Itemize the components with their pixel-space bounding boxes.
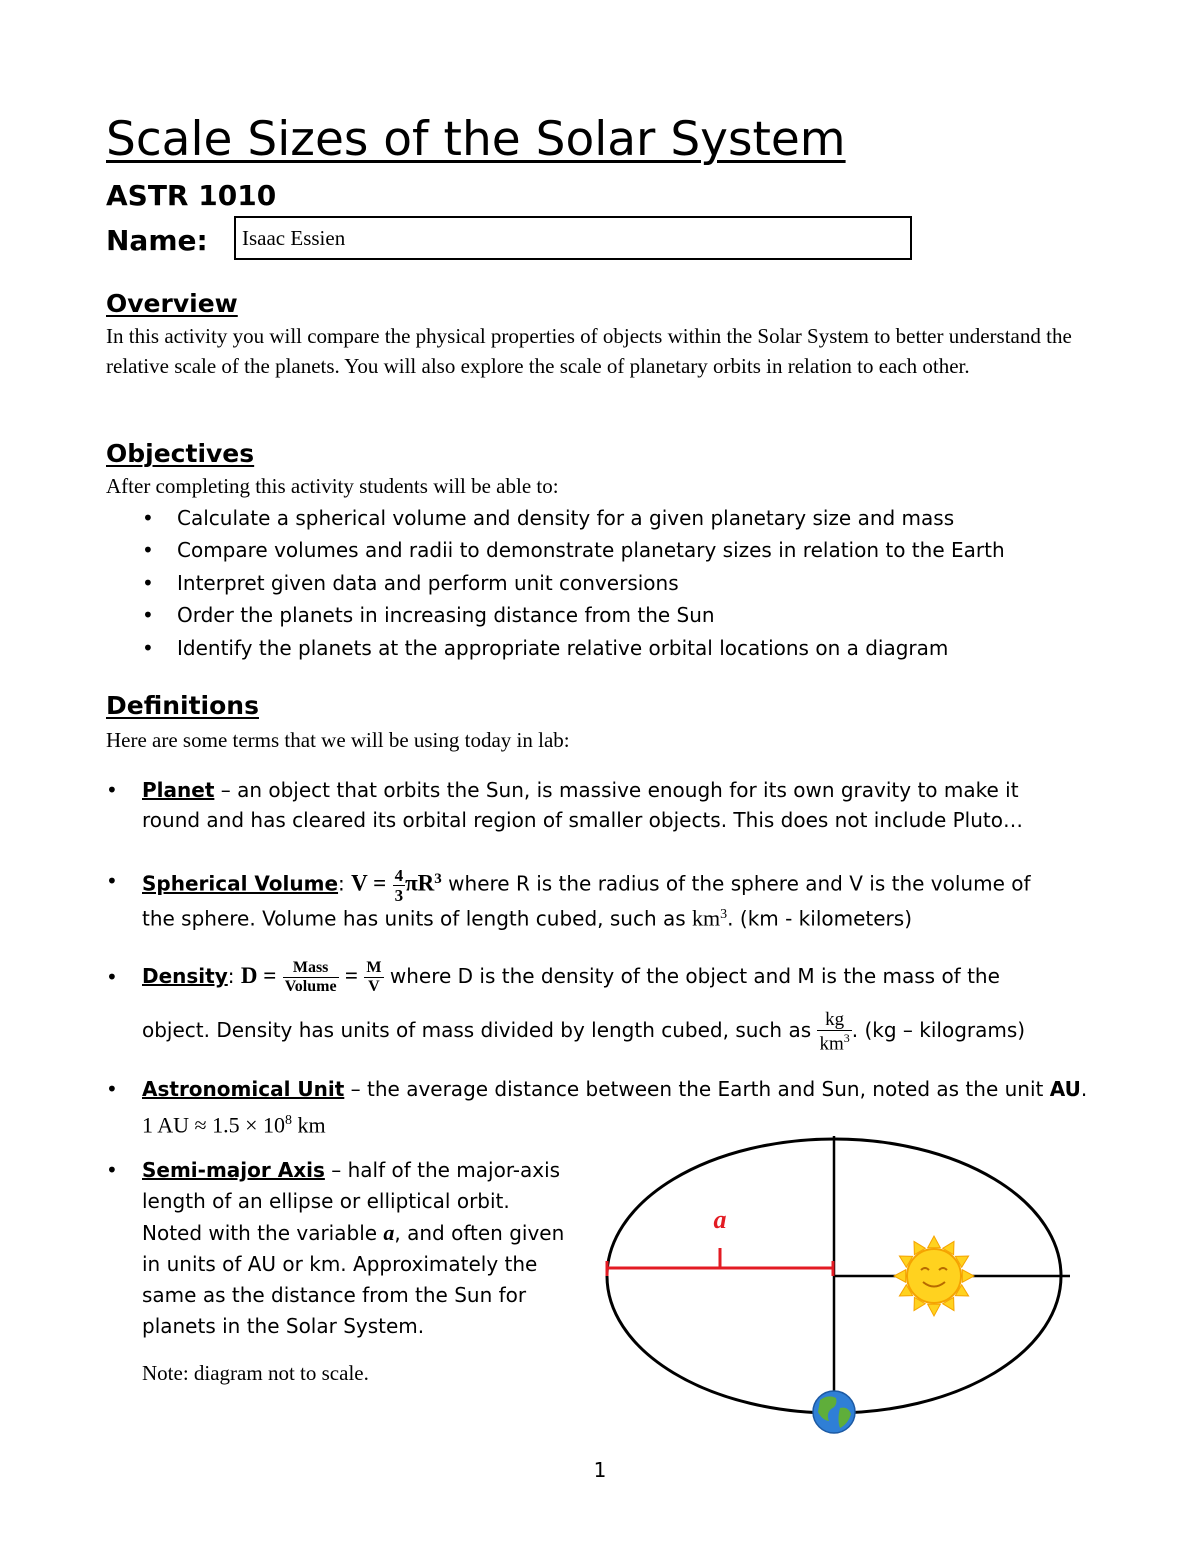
definitions-heading: Definitions (106, 691, 259, 720)
objectives-intro: After completing this activity students will be able to: (106, 474, 559, 498)
density-unit-fraction: $\frac{kg}{km^3}$ (819, 1008, 850, 1055)
bullet: • (142, 570, 154, 595)
definition-planet: • Planet – an object that orbits the Sun, is massive enough for its own gravity to make it round and has cleared its orbital region of smaller objects. This does not include Pluto… (106, 775, 1096, 837)
term-au: Astronomical Unit (142, 1077, 345, 1101)
list-item: • Identify the planets at the appropriate relative orbital locations on a diagram (106, 632, 1096, 664)
objectives-heading: Objectives (106, 439, 255, 468)
definitions-intro: Here are some terms that we will be using today in lab: (106, 728, 570, 752)
list-item: • Compare volumes and radii to demonstrate planetary sizes in relation to the Earth (106, 534, 1096, 566)
semimajor-label: a (713, 1205, 727, 1234)
bullet: • (106, 1158, 118, 1182)
density-fraction-mass-volume: $\frac{\text{Mass}}{\text{Volume}}$ (284, 959, 337, 995)
sun-ray (928, 1304, 941, 1316)
list-item: • Interpret given data and perform unit conversions (106, 567, 1096, 599)
name-value: Isaac Essien (242, 226, 346, 250)
au-approximation: 1 AU ≈ $1.5 \times 10^8$ km (142, 1112, 326, 1138)
page-title: Scale Sizes of the Solar System (106, 112, 846, 167)
page-number: 1 (593, 1458, 607, 1482)
sun-ray (894, 1270, 906, 1283)
term-volume: Spherical Volume (142, 871, 339, 896)
overview-heading: Overview (106, 289, 238, 318)
definition-volume: • Spherical Volume: V = $\frac{4}{3}$ $\pi R^3$ where R is the radius of the sphere and V is the volume of the sphere. Volume has units of length cubed, such as $km^3$. (km - kilometers) (106, 865, 1031, 931)
volume-formula-lhs: V = (351, 870, 387, 896)
overview-text: In this activity you will compare the physical properties of objects within the Solar System to better understand the relative scale of the planets. You will also explore the scale of planetary orbits in relation to each other. (106, 324, 1072, 378)
volume-fraction: $\frac{4}{3}$ (394, 865, 404, 905)
bullet: • (142, 603, 154, 628)
sun-icon (894, 1236, 974, 1316)
earth-icon (813, 1391, 855, 1433)
name-label: Name: (106, 224, 208, 257)
volume-formula-rhs: πR (405, 870, 435, 896)
objectives-list (106, 502, 1096, 664)
list-item: • Order the planets in increasing distance from the Sun (106, 599, 1096, 631)
density-fraction-m-v: $\frac{M}{V}$ (366, 959, 382, 995)
bullet: • (142, 635, 154, 660)
term-density: Density (142, 964, 228, 988)
course-code: ASTR 1010 (106, 179, 277, 212)
bullet: • (106, 1077, 118, 1101)
semimajor-axis-bracket (606, 1248, 834, 1276)
bullet: • (106, 965, 118, 989)
sun-ray (928, 1236, 941, 1248)
list-item: • Calculate a spherical volume and density for a given planetary size and mass (106, 502, 1096, 534)
bullet: • (106, 869, 118, 893)
name-field[interactable] (234, 216, 912, 260)
bullet: • (106, 778, 118, 802)
term-planet: Planet (142, 778, 215, 802)
bullet: • (142, 538, 154, 563)
definition-density: • Density: D = $\frac{\text{Mass}}{\text{Volume}}$ = $\frac{M}{V}$ where D is the density of the object and M is the mass of the object. Density has units of mass divided by length cubed, such as $\frac{kg}{km^3}$ . (kg – kilograms) (106, 959, 1026, 1055)
definition-au: • Astronomical Unit – the average distance between the Earth and Sun, noted as the unit AU. 1 AU ≈ $1.5 \times 10^8$ km (106, 1074, 1096, 1140)
term-semimajor: Semi-major Axis (142, 1158, 325, 1182)
sun-ray (962, 1270, 974, 1283)
bullet: • (142, 506, 154, 530)
diagram-note: Note: diagram not to scale. (142, 1361, 369, 1385)
orbit-diagram (596, 1130, 1086, 1440)
density-formula-lhs: D = (240, 963, 277, 988)
